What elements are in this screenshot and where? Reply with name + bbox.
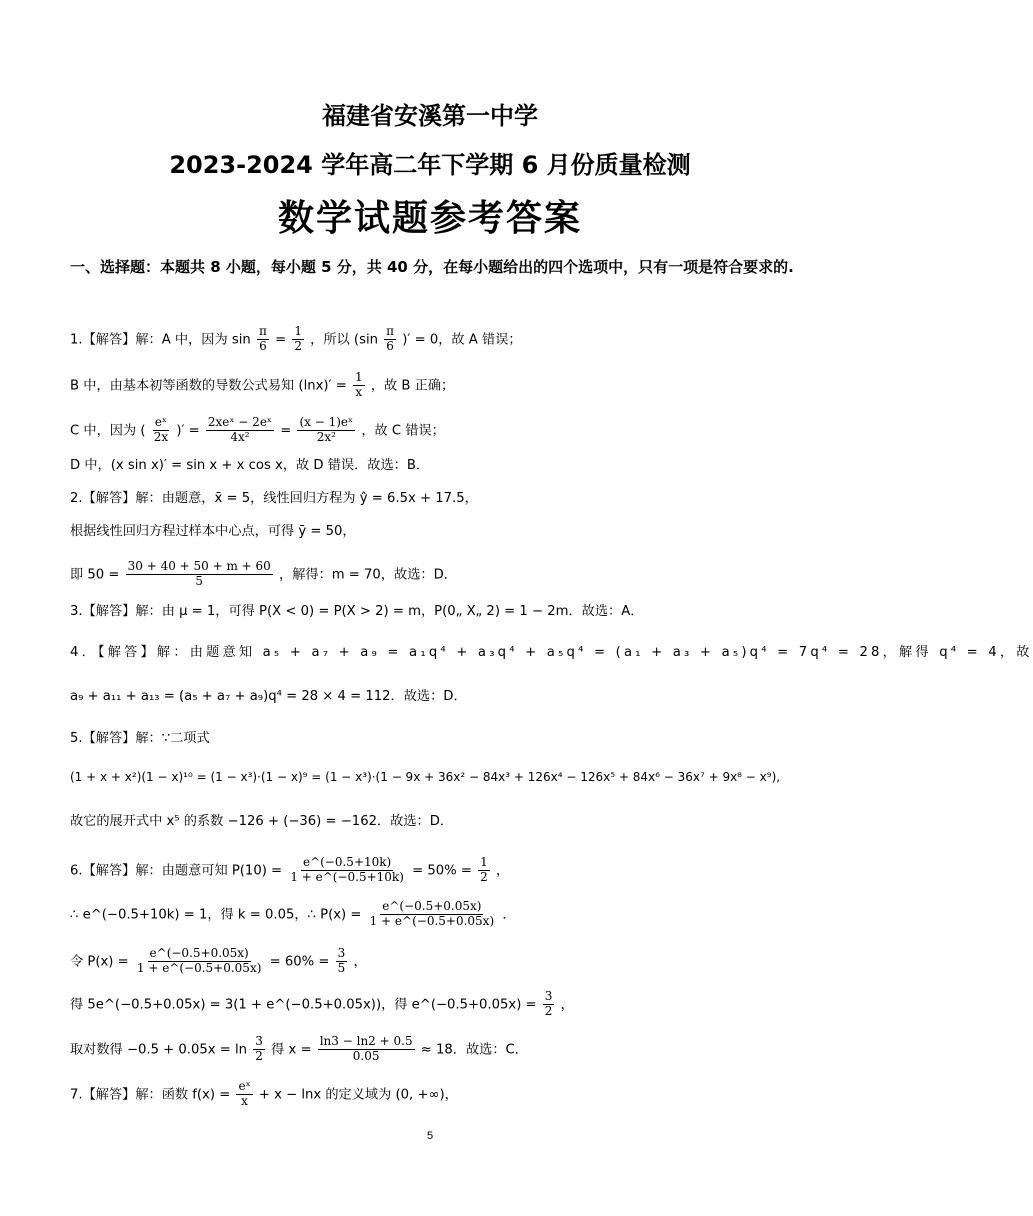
q5-line-c: 故它的展开式中 x⁵ 的系数 −126 + (−36) = −162．故选：D． [70, 814, 454, 829]
fraction: $\frac{\text{eˣ}}{x}$ [238, 1079, 251, 1108]
fraction: $\frac{e\^{}(-0.5+0.05x)}{1 + e\^{}(-0.5+0.05x)}$ [136, 946, 262, 975]
q7-line-a: 7.【解答】解：函数 f(x) = $\frac{\text{eˣ}}{x}$ + x − lnx 的定义域为 (0, +∞)， [70, 1079, 458, 1108]
fraction: $\frac{\text{2xeˣ − 2eˣ}}{\text{4x²}}$ [207, 415, 273, 444]
q6-line-d: 得 5e^(−0.5+0.05x) = 3(1 + e^(−0.5+0.05x))，得 e^(−0.5+0.05x) = $\frac{3}{2}$ ， [70, 989, 574, 1018]
q2-line-a: 2.【解答】解：由题意，x̄ = 5，线性回归方程为 ŷ = 6.5x + 17.5， [70, 491, 478, 506]
q1-line-b: B 中，由基本初等函数的导数公式易知 (lnx)′ = $\frac{1}{x}$ ，故 B 正确； [70, 370, 455, 399]
fraction: $\frac{3}{2}$ [544, 989, 553, 1018]
page-number: 5 [426, 1130, 434, 1142]
q5-line-a: 5.【解答】解：∵二项式 [70, 731, 210, 746]
fraction: $\frac{\pi}{6}$ [258, 324, 267, 353]
fraction: $\frac{e\^{}(-0.5+0.05x)}{1 + e\^{}(-0.5+0.05x)}$ [369, 899, 495, 928]
fraction: $\frac{3}{2}$ [255, 1034, 263, 1063]
fraction: $\frac{\text{eˣ}}{2x}$ [153, 415, 169, 444]
fraction: $\frac{1}{2}$ [294, 324, 302, 353]
q6-line-a: 6.【解答】解：由题意可知 P(10) = $\frac{e\^{}(-0.5+10k)}{1 + e\^{}(-0.5+10k)}$ = 50% = $\frac{1}{2}$ ， [70, 855, 510, 884]
fraction: $\frac{3}{5}$ [337, 946, 346, 975]
q6-line-b: ∴ e^(−0.5+10k) = 1，得 k = 0.05，∴ P(x) = $\frac{e\^{}(-0.5+0.05x)}{1 + e\^{}(-0.5+0.05x)}$ ． [70, 899, 516, 928]
fraction: $\frac{\text{(x − 1)eˣ}}{\text{2x²}}$ [299, 415, 354, 444]
q3-line: 3.【解答】解：由 μ = 1，可得 P(X < 0) = P(X > 2) = m，P(0„ X„ 2) = 1 − 2m．故选：A． [70, 604, 644, 619]
q2-line-b: 根据线性回归方程过样本中心点，可得 ȳ = 50， [70, 524, 356, 539]
fraction: $\frac{1}{x}$ [355, 370, 363, 399]
q4-line-b: a₉ + a₁₁ + a₁₃ = (a₅ + a₇ + a₉)q⁴ = 28 × 4 = 112．故选：D． [70, 689, 467, 704]
q4-line-a: 4．【解答】解：由题意知 a₅ + a₇ + a₉ = a₁q⁴ + a₃q⁴ + a₅q⁴ = (a₁ + a₃ + a₅)q⁴ = 7q⁴ = 28，解得 q⁴ = 4，故 [70, 645, 1033, 660]
fraction: $\frac{\ln 3 - \ln 2 + 0.5}{0.05}$ [319, 1034, 413, 1063]
fraction: $\frac{e\^{}(-0.5+10k)}{1 + e\^{}(-0.5+10k)}$ [290, 855, 404, 884]
fraction: $\frac{1}{2}$ [480, 855, 488, 884]
q1-line-d: D 中，(x sin x)′ = sin x + x cos x，故 D 错误．故选：B． [70, 458, 430, 473]
q5-line-b: (1 + x + x²)(1 − x)¹⁰ = (1 − x³)·(1 − x)⁹ = (1 − x³)·(1 − 9x + 36x² − 84x³ + 126x⁴ − 126x⁵ + 84x⁶ − 36x⁷ + 9x⁸ − x⁹), [70, 770, 781, 784]
term-title: 2023-2024 学年高二年下学期 6 月份质量检测 [169, 151, 691, 179]
q6-line-c: 令 P(x) = $\frac{e\^{}(-0.5+0.05x)}{1 + e\^{}(-0.5+0.05x)}$ = 60% = $\frac{3}{5}$ ， [70, 946, 367, 975]
school-title: 福建省安溪第一中学 [322, 102, 538, 130]
q2-line-c: 即 50 = $\frac{30 + 40 + 50 + m + 60}{5}$ ，解得：m = 70，故选：D． [70, 559, 457, 588]
q1-line-c: C 中，因为 ( $\frac{\text{eˣ}}{2x}$ )′ = $\frac{\text{2xeˣ − 2eˣ}}{\text{4x²}}$ = $\frac{\text{(x − 1)eˣ}}{\text{2x²}}$ ，故 C 错误； [70, 415, 445, 444]
q6-line-e: 取对数得 −0.5 + 0.05x = ln $\frac{3}{2}$ 得 x = $\frac{\ln 3 - \ln 2 + 0.5}{0.05}$ ≈ 18．故选：C． [70, 1034, 528, 1063]
section-heading: 一、选择题：本题共 8 小题，每小题 5 分，共 40 分，在每小题给出的四个选项中，只有一项是符合要求的. [70, 258, 794, 276]
document-title: 数学试题参考答案 [277, 198, 582, 239]
fraction: $\frac{30 + 40 + 50 + m + 60}{5}$ [127, 559, 271, 588]
q1-line-a: 1.【解答】解：A 中，因为 sin $\frac{\pi}{6}$ = $\frac{1}{2}$ ，所以 (sin $\frac{\pi}{6}$ )′ = 0，故 A 错误； [70, 324, 522, 353]
fraction: $\frac{\pi}{6}$ [386, 324, 395, 353]
